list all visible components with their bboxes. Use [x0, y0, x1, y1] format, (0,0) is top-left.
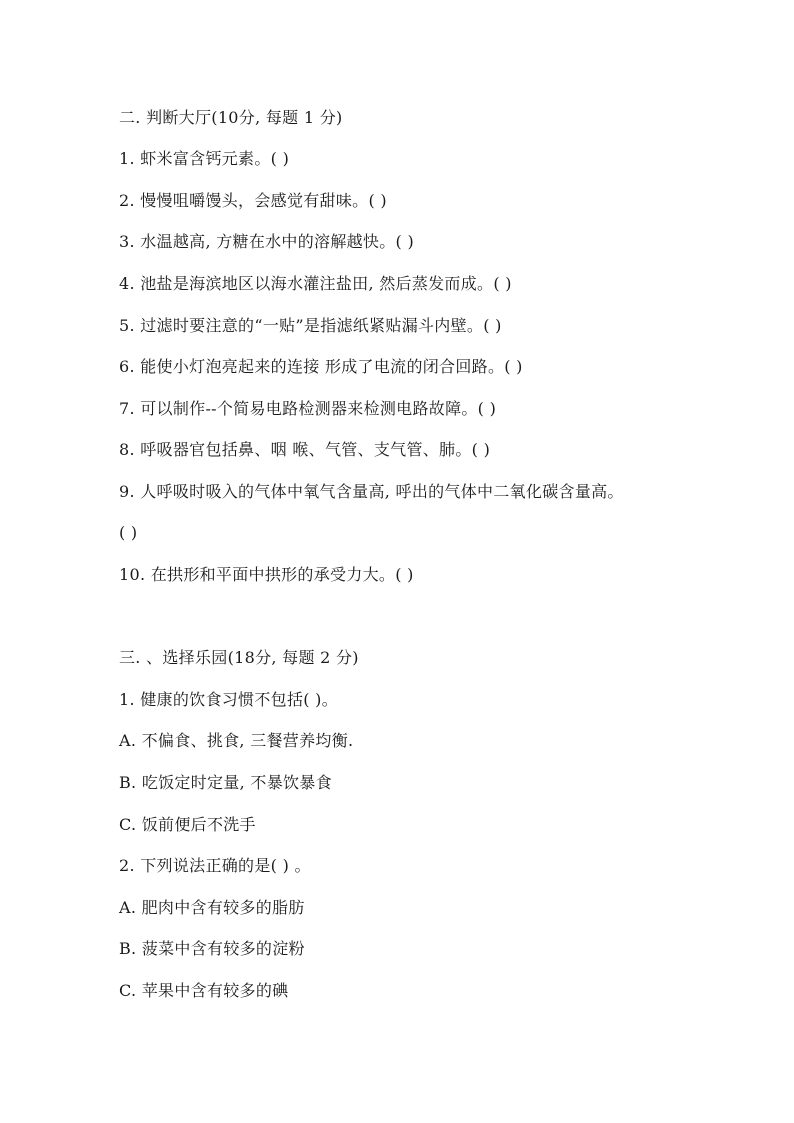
choice-1-option-c: C. 饭前便后不洗手 [119, 815, 256, 834]
judgment-item-1: 1. 虾米富含钙元素。( ) [119, 149, 290, 168]
choice-question-2: 2. 下列说法正确的是( ) 。 [119, 856, 311, 875]
section-3-title: 三. 、选择乐园(18分, 每题 2 分) [119, 648, 359, 667]
judgment-item-7: 7. 可以制作--个简易电路检测器来检测电路故障。( ) [119, 399, 497, 418]
judgment-item-6: 6. 能使小灯泡亮起来的连接 形成了电流的闭合回路。( ) [119, 357, 523, 376]
choice-1-option-a: A. 不偏食、挑食, 三餐营养均衡. [119, 731, 354, 750]
section-2-title: 二. 判断大厅(10分, 每题 1 分) [119, 108, 343, 127]
choice-question-1: 1. 健康的饮食习惯不包括( )。 [119, 690, 339, 709]
judgment-item-3: 3. 水温越高, 方糖在水中的溶解越快。( ) [119, 232, 414, 251]
judgment-item-10: 10. 在拱形和平面中拱形的承受力大。( ) [119, 565, 414, 584]
choice-1-option-b: B. 吃饭定时定量, 不暴饮暴食 [119, 773, 332, 792]
judgment-item-5: 5. 过滤时要注意的“一贴”是指滤纸紧贴漏斗内壁。( ) [119, 316, 502, 335]
judgment-item-9: 9. 人呼吸时吸入的气体中氧气含量高, 呼出的气体中二氧化碳含量高。 [119, 482, 624, 501]
choice-2-option-b: B. 菠菜中含有较多的淀粉 [119, 939, 305, 958]
choice-2-option-c: C. 苹果中含有较多的碘 [119, 981, 289, 1000]
choice-2-option-a: A. 肥肉中含有较多的脂肪 [119, 898, 305, 917]
judgment-item-4: 4. 池盐是海滨地区以海水灌注盐田, 然后蒸发而成。( ) [119, 274, 512, 293]
judgment-item-2: 2. 慢慢咀嚼馒头，会感觉有甜味。( ) [119, 191, 387, 210]
judgment-item-8: 8. 呼吸器官包括鼻、咽 喉、气管、支气管、肺。( ) [119, 440, 491, 459]
judgment-item-9-bracket: ( ) [119, 523, 138, 542]
